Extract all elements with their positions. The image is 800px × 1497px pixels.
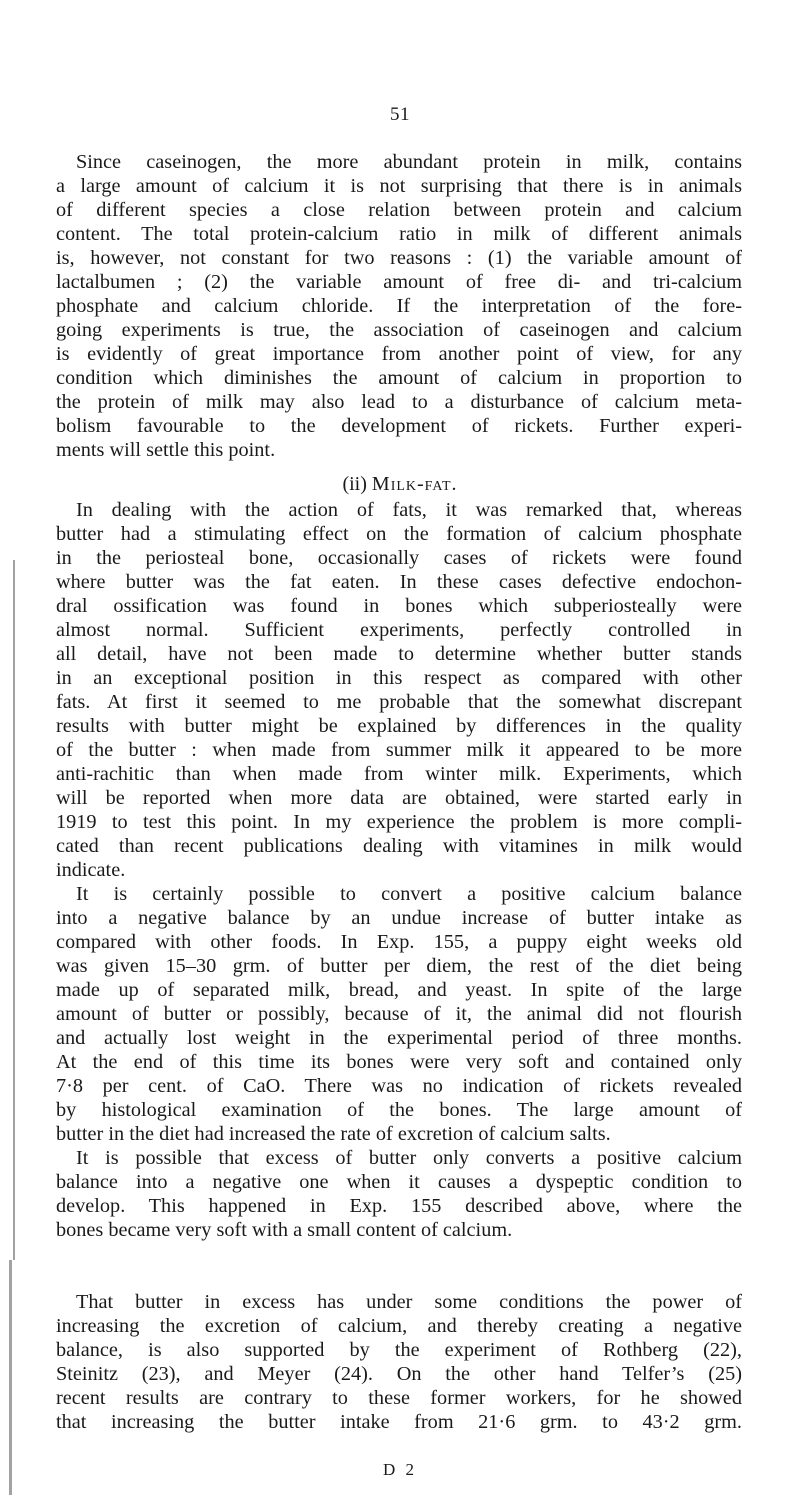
section-title: Milk-fat.: [371, 473, 458, 495]
text-line: by histological examination of the bones. The large amount of: [56, 1099, 742, 1121]
text-line: bolism favourable to the development of rickets. Further experi-: [56, 415, 742, 437]
text-line: content. The total protein-calcium ratio in milk of different animals: [56, 223, 742, 245]
text-line: ments will settle this point.: [56, 439, 276, 461]
text-line: will be reported when more data are obtained, were started early in: [56, 787, 742, 809]
text-line: where butter was the fat eaten. In these cases defective endochon-: [56, 571, 742, 593]
paragraph-4: [56, 1146, 742, 1242]
paragraph-1: [56, 150, 742, 462]
text-line: amount of butter or possibly, because of it, the animal did not flourish: [56, 1003, 742, 1025]
section-numeral: (ii): [342, 473, 367, 495]
text-line: all detail, have not been made to determine whether butter stands: [56, 643, 742, 665]
text-line: 1919 to test this point. In my experience the problem is more compli-: [56, 811, 742, 833]
text-line: It is certainly possible to convert a positive calcium balance: [76, 883, 742, 905]
text-line: of different species a close relation between protein and calcium: [56, 199, 742, 221]
text-line: almost normal. Sufficient experiments, perfectly controlled in: [56, 619, 742, 641]
text-line: of the butter : when made from summer milk it appeared to be more: [56, 739, 742, 761]
text-line: At the end of this time its bones were very soft and contained only: [56, 1051, 742, 1073]
paragraph-2: [56, 498, 742, 882]
text-line: and actually lost weight in the experimental period of three months.: [56, 1027, 742, 1049]
text-line: balance into a negative one when it causes a dyspeptic condition to: [56, 1171, 742, 1193]
scan-margin-rule: [13, 560, 15, 1260]
text-line: is, however, not constant for two reasons : (1) the variable amount of: [56, 247, 742, 269]
text-line: That butter in excess has under some conditions the power of: [76, 1291, 742, 1313]
text-line: 7·8 per cent. of CaO. There was no indication of rickets revealed: [56, 1075, 742, 1097]
text-line: going experiments is true, the association of caseinogen and calcium: [56, 319, 742, 341]
text-line: Since caseinogen, the more abundant protein in milk, contains: [76, 151, 742, 173]
text-line: in an exceptional position in this respect as compared with other: [56, 667, 742, 689]
text-line: dral ossification was found in bones which subperiosteally were: [56, 595, 742, 617]
text-line: condition which diminishes the amount of calcium in proportion to: [56, 367, 742, 389]
scan-margin-rule: [9, 1260, 12, 1495]
text-line: that increasing the butter intake from 21·6 grm. to 43·2 grm.: [56, 1411, 742, 1433]
text-line: results with butter might be explained by differences in the quality: [56, 715, 742, 737]
text-line: cated than recent publications dealing with vitamines in milk would: [56, 835, 742, 857]
text-line: into a negative balance by an undue increase of butter intake as: [56, 907, 742, 929]
text-line: Steinitz (23), and Meyer (24). On the other hand Telfer’s (25): [56, 1363, 742, 1385]
section-heading: [0, 473, 800, 496]
text-line: compared with other foods. In Exp. 155, a puppy eight weeks old: [56, 931, 742, 953]
text-line: was given 15–30 grm. of butter per diem, the rest of the diet being: [56, 955, 742, 977]
text-line: It is possible that excess of butter only converts a positive calcium: [76, 1147, 742, 1169]
text-line: made up of separated milk, bread, and yeast. In spite of the large: [56, 979, 742, 1001]
text-line: increasing the excretion of calcium, and thereby creating a negative: [56, 1315, 742, 1337]
text-line: a large amount of calcium it is not surprising that there is in animals: [56, 175, 742, 197]
text-line: recent results are contrary to these former workers, for he showed: [56, 1387, 742, 1409]
text-line: lactalbumen ; (2) the variable amount of free di- and tri-calcium: [56, 271, 742, 293]
text-line: indicate.: [56, 859, 126, 881]
text-line: butter had a stimulating effect on the formation of calcium phosphate: [56, 523, 742, 545]
text-line: anti-rachitic than when made from winter milk. Experiments, which: [56, 763, 742, 785]
signature-mark: D 2: [382, 1460, 418, 1479]
text-line: bones became very soft with a small content of calcium.: [56, 1219, 513, 1241]
text-line: butter in the diet had increased the rate of excretion of calcium salts.: [56, 1123, 611, 1145]
paragraph-5: [56, 1290, 742, 1434]
text-line: balance, is also supported by the experiment of Rothberg (22),: [56, 1339, 742, 1361]
text-line: the protein of milk may also lead to a disturbance of calcium meta-: [56, 391, 742, 413]
text-line: is evidently of great importance from another point of view, for any: [56, 343, 742, 365]
text-line: phosphate and calcium chloride. If the interpretation of the fore-: [56, 295, 742, 317]
text-line: fats. At first it seemed to me probable that the somewhat discrepant: [56, 691, 742, 713]
paragraph-3: [56, 882, 742, 1146]
text-line: in the periosteal bone, occasionally cases of rickets were found: [56, 547, 742, 569]
text-line: develop. This happened in Exp. 155 described above, where the: [56, 1195, 742, 1217]
page-number: 51: [390, 104, 410, 125]
text-line: In dealing with the action of fats, it was remarked that, whereas: [76, 499, 742, 521]
